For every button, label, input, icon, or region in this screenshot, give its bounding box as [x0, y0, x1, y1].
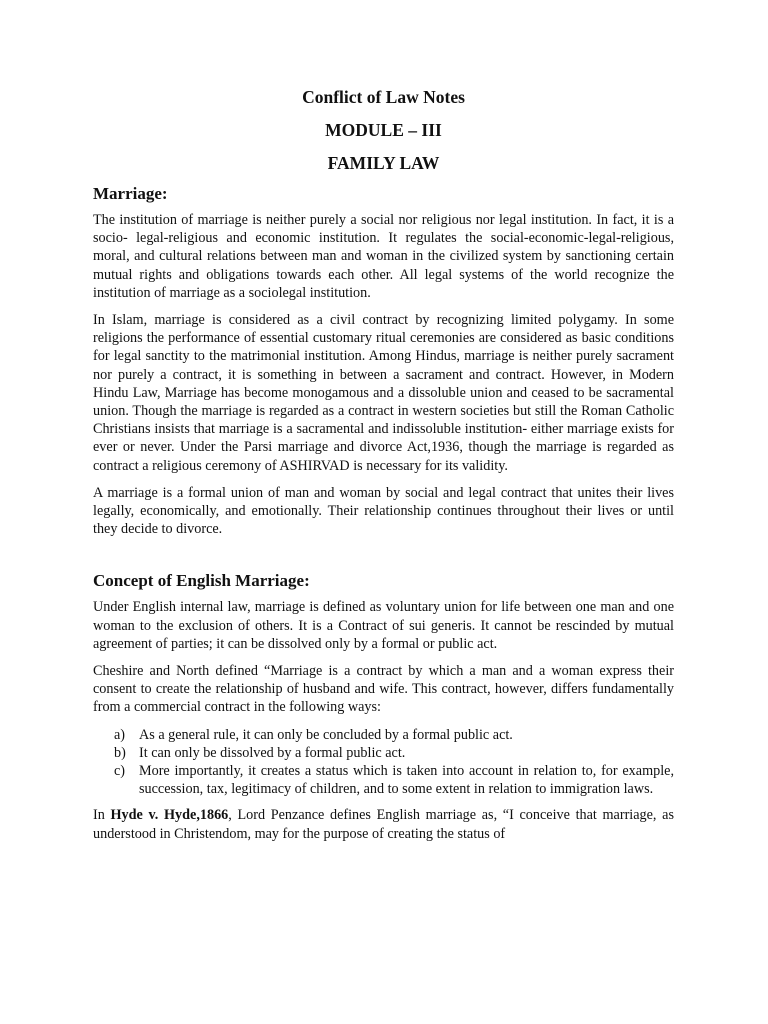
list-marker: c)	[114, 763, 126, 780]
paragraph: The institution of marriage is neither purely a social nor religious nor legal institution. In fact, it is a socio- legal-religious and economic institution. It regulates the social-economic-legal-religious, moral, and cultural relations between man and woman in the civilized system by sanctioning certain mutual rights and obligations towards each other. All legal systems of the world recognize the institution of marriage as a sociolegal institution.	[93, 212, 674, 301]
list-item	[114, 762, 674, 798]
differences-list	[93, 726, 674, 799]
list-marker: b)	[114, 744, 126, 761]
paragraph: A marriage is a formal union of man and woman by social and legal contract that unites their lives legally, economically, and emotionally. Their relationship continues throughout their lives or until they decide to divorce.	[93, 484, 674, 538]
topic-title: FAMILY LAW	[327, 153, 440, 173]
document-title: Conflict of Law Notes	[302, 87, 465, 107]
module-title: MODULE – III	[325, 120, 442, 140]
section-english-marriage	[93, 570, 674, 842]
paragraph: Under English internal law, marriage is defined as voluntary union for life between one man and one woman to the exclusion of others. It is a Contract of sui generis. It cannot be rescinded by mutual agreement of parties; it can be dissolved only by a formal or public act.	[93, 599, 674, 652]
section-heading-english-marriage: Concept of English Marriage:	[93, 571, 310, 591]
paragraph: In Islam, marriage is considered as a civil contract by recognizing limited polygamy. In some religions the performance of essential customary ritual ceremonies are considered as basic conditions for legal sanctity to the matrimonial institution. Among Hindus, marriage is neither purely sacrament nor purely a contract, it is something in between a sacrament and contract. However, in Modern Hindu Law, Marriage has become monogamous and a dissoluble union and ceased to be sacramental union. Though the marriage is regarded as a contract in western societies but still the Roman Catholic Christians insists that marriage is a sacramental and indissoluble institution- either marriage exists for ever or never. Under the Parsi marriage and divorce Act,1936, though the marriage is regarded as contract a religious ceremony of ASHIRVAD is necessary for its validity.	[93, 312, 674, 474]
list-marker: a)	[114, 726, 126, 743]
section-heading-marriage: Marriage:	[93, 184, 168, 203]
list-item-text: It can only be dissolved by a formal public act.	[139, 744, 406, 761]
document-page	[93, 86, 674, 852]
list-item	[114, 726, 674, 744]
paragraph: Cheshire and North defined “Marriage is a contract by which a man and a woman express their consent to create the relationship of husband and wife. This contract, however, differs fundamentally from a commercial contract in the following ways:	[93, 663, 674, 716]
paragraph-hyde-v-hyde	[93, 806, 674, 842]
case-name: Hyde v. Hyde,1866	[110, 807, 229, 824]
list-item-text: As a general rule, it can only be concluded by a formal public act.	[139, 726, 513, 743]
paragraph-text: , Lord Penzance defines English marriage as, “I conceive that marriage, as understood in Christendom, may for the purpose of creating the status of	[93, 807, 674, 842]
paragraph-prefix: In	[93, 807, 111, 824]
list-item-text: More importantly, it creates a status which is taken into account in relation to, for example, succession, tax, legitimacy of children, and to some extent in relation to immigration laws.	[139, 763, 674, 798]
section-marriage	[93, 183, 674, 538]
list-item	[114, 744, 674, 762]
